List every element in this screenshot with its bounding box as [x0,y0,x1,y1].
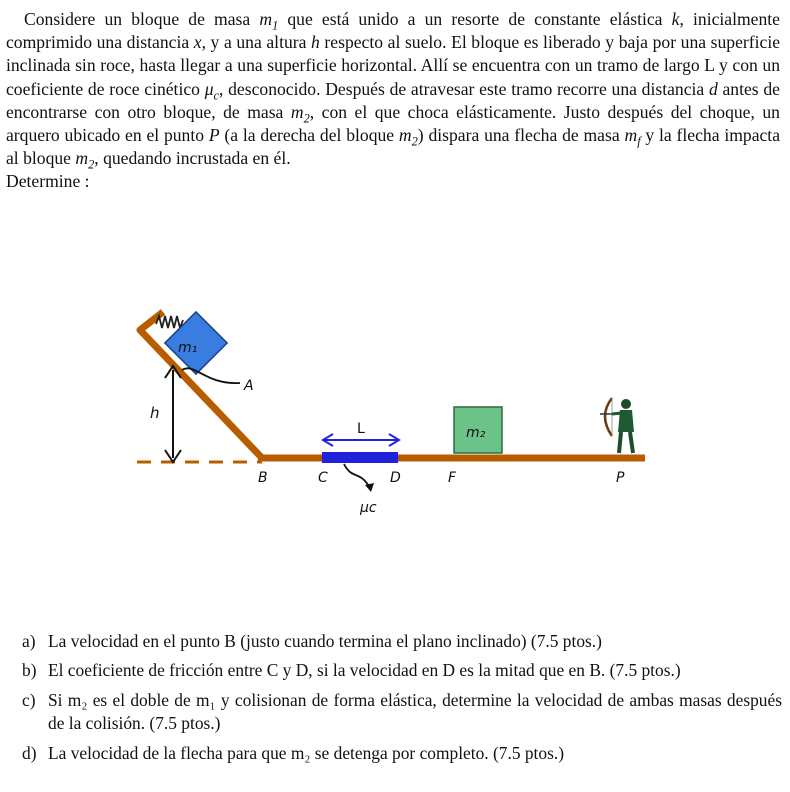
math-symbol: $m_1$ [259,9,279,33]
statement-text-segment: que está unido a un resorte de constante elástica [278,9,672,29]
friction-strip [322,452,398,463]
spring-icon [156,316,183,328]
statement-text-segment: (a la derecha del bloque [219,125,399,146]
questions-list [22,630,782,771]
question-text: El coeficiente de fricción entre C y D, si la velocidad en D es la mitad que en B. (7.5 ptos.) [48,660,681,681]
point-a-label: A [244,378,254,394]
question-label: d) [22,742,37,763]
math-symbol: $m_2$ [75,148,95,172]
problem-statement-text [6,9,781,172]
question-label: c) [22,689,36,710]
math-symbol: P [208,125,220,146]
math-symbol: k [671,9,680,29]
question-text: La velocidad en el punto B (justo cuando termina el plano inclinado) (7.5 ptos.) [48,631,602,651]
statement-text-segment: y la flecha impacta al bloque [6,125,781,169]
length-label: L [357,421,365,437]
block-m1-label: m₁ [178,340,198,356]
statement-text-segment: respecto al suelo. El bloque es liberado y baja por una superficie inclinada sin roce, hasta llegar a una superficie horizontal. Allí se encuentra con un tramo de largo L y con un coeficiente de roce cinético [6,32,781,99]
math-symbol: x [193,32,202,53]
archer-icon [600,398,634,453]
math-symbol: $m_2$ [290,101,310,126]
point-d-label: D [390,470,401,486]
point-b-label: B [258,470,268,486]
statement-text-segment: antes de encontrarse con otro bloque, de masa [6,78,780,122]
math-symbol: $m_2$ [398,125,418,149]
point-c-label: C [318,470,328,486]
math-symbol: $\mu_c$ [204,78,219,103]
friction-pointer-curve [344,464,370,488]
statement-text-segment: , con el que choca elásticamente. Justo después del choque, un arquero ubicado en el punto [6,101,780,146]
determine-label: Determine : [6,171,90,192]
math-symbol: $m_f$ [624,125,641,149]
statement-text-segment: , inicialmente comprimido una distancia [6,9,780,53]
friction-label: μc [360,500,377,516]
statement-text-segment: , desconocido. Después de atravesar este tramo recorre una distancia [219,78,709,99]
problem-statement [6,8,780,194]
question-item [22,742,782,765]
height-label: h [150,404,160,422]
question-item [22,689,782,736]
question-item [22,630,782,653]
statement-text-segment: , quedando incrustada en él. [94,148,291,169]
statement-text-segment: Considere un bloque de masa [24,9,260,29]
statement-text-segment: , y a una altura [201,32,312,53]
point-p-label: P [616,470,625,486]
math-symbol: h [311,32,320,53]
question-label: b) [22,660,37,681]
question-item [22,659,782,682]
physics-diagram [0,290,790,530]
point-f-label: F [448,470,457,486]
question-label: a) [22,631,36,651]
math-symbol: d [708,78,718,99]
block-m2-label: m₂ [466,425,486,441]
friction-pointer-arrowhead [365,483,374,492]
question-text: Si m₂ es el doble de m₁ y colisionan de forma elástica, determine la velocidad de ambas masas después de la colisión. (7.5 ptos.) [48,689,782,734]
question-text: La velocidad de la flecha para que m₂ se detenga por completo. (7.5 ptos.) [48,742,564,763]
statement-text-segment: ) dispara una flecha de masa [417,125,625,146]
